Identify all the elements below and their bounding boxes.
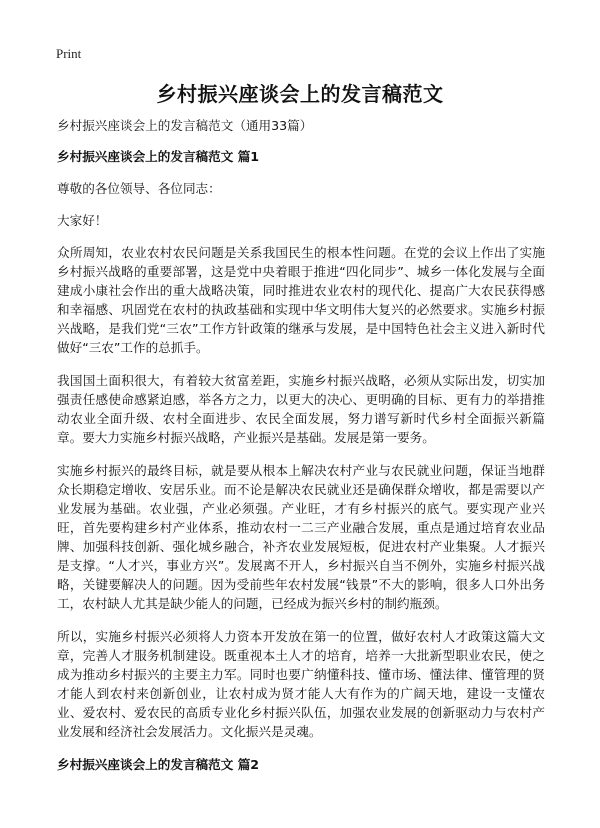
body-paragraph: 实施乡村振兴的最终目标，就是要从根本上解决农村产业与农民就业问题，保证当地群众长期稳定增收、安居乐业。而不论是解决农民就业还是确保群众增收，都是需要以产业发展为基础。农业强，产业必须强。产业旺，才有乡村振兴的底气。要实现产业兴旺，首先要构建乡村产业体系，推动农村一二三产业融合发展，重点是通过培育农业品牌、加强科技创新、强化城乡融合，补齐农业发展短板，促进农村产业集聚。人才振兴是支撑。“人才兴，事业方兴”。发展离不开人，乡村振兴自当不例外，实施乡村振兴战略，关键要解决人的问题。因为受前些年农村发展“钱景”不大的影响，很多人口外出务工，农村缺人尤其是缺少能人的问题，已经成为振兴乡村的制约瓶颈。 — [57, 463, 545, 611]
print-label: Print — [56, 46, 82, 61]
document-title: 乡村振兴座谈会上的发言稿范文 — [156, 82, 444, 106]
body-paragraph: 所以，实施乡村振兴必须将人力资本开发放在第一的位置，做好农村人才政策这篇大文章，完善人才服务机制建设。既重视本土人才的培育，培养一大批新型职业农民，使之成为推动乡村振兴的主要主力军。同时也要广纳懂科技、懂市场、懂法律、懂管理的贤才能人到农村来创新创业，让农村成为贤才能人大有作为的广阔天地，建设一支懂农业、爱农村、爱农民的高质专业化乡村振兴队伍，加强农业发展的创新驱动力与农村产业发展和经济社会发展活力。文化振兴是灵魂。 — [57, 629, 545, 739]
document-body — [57, 116, 545, 787]
body-paragraph: 众所周知，农业农村农民问题是关系我国民生的根本性问题。在党的会议上作出了实施乡村振兴战略的重要部署，这是党中央着眼于推进“四化同步”、城乡一体化发展与全面建成小康社会作出的重大战略决策，同时推进农业农村的现代化、提高广大农民获得感和幸福感、巩固党在农村的执政基础和实现中华文明伟大复兴的必然要求。实施乡村振兴战略，是我们党“三农”工作方针政策的继承与发展，是中国特色社会主义进入新时代做好“三农”工作的总抓手。 — [57, 245, 545, 355]
section-heading-2: 乡村振兴座谈会上的发言稿范文 篇2 — [57, 757, 260, 772]
salutation: 尊敬的各位领导、各位同志： — [57, 181, 221, 196]
greeting: 大家好！ — [57, 213, 108, 228]
document-subtitle: 乡村振兴座谈会上的发言稿范文（通用33篇） — [57, 118, 313, 133]
body-paragraph: 我国国土面积很大，有着较大贫富差距，实施乡村振兴战略，必须从实际出发，切实加强责任感使命感紧迫感，举各方之力，以更大的决心、更明确的目标、更有力的举措推动农业全面升级、农村全面进步、农民全面发展，努力谱写新时代乡村全面振兴新篇章。要大力实施乡村振兴战略，产业振兴是基础。发展是第一要务。 — [57, 373, 545, 445]
section-heading-1: 乡村振兴座谈会上的发言稿范文 篇1 — [57, 149, 260, 164]
